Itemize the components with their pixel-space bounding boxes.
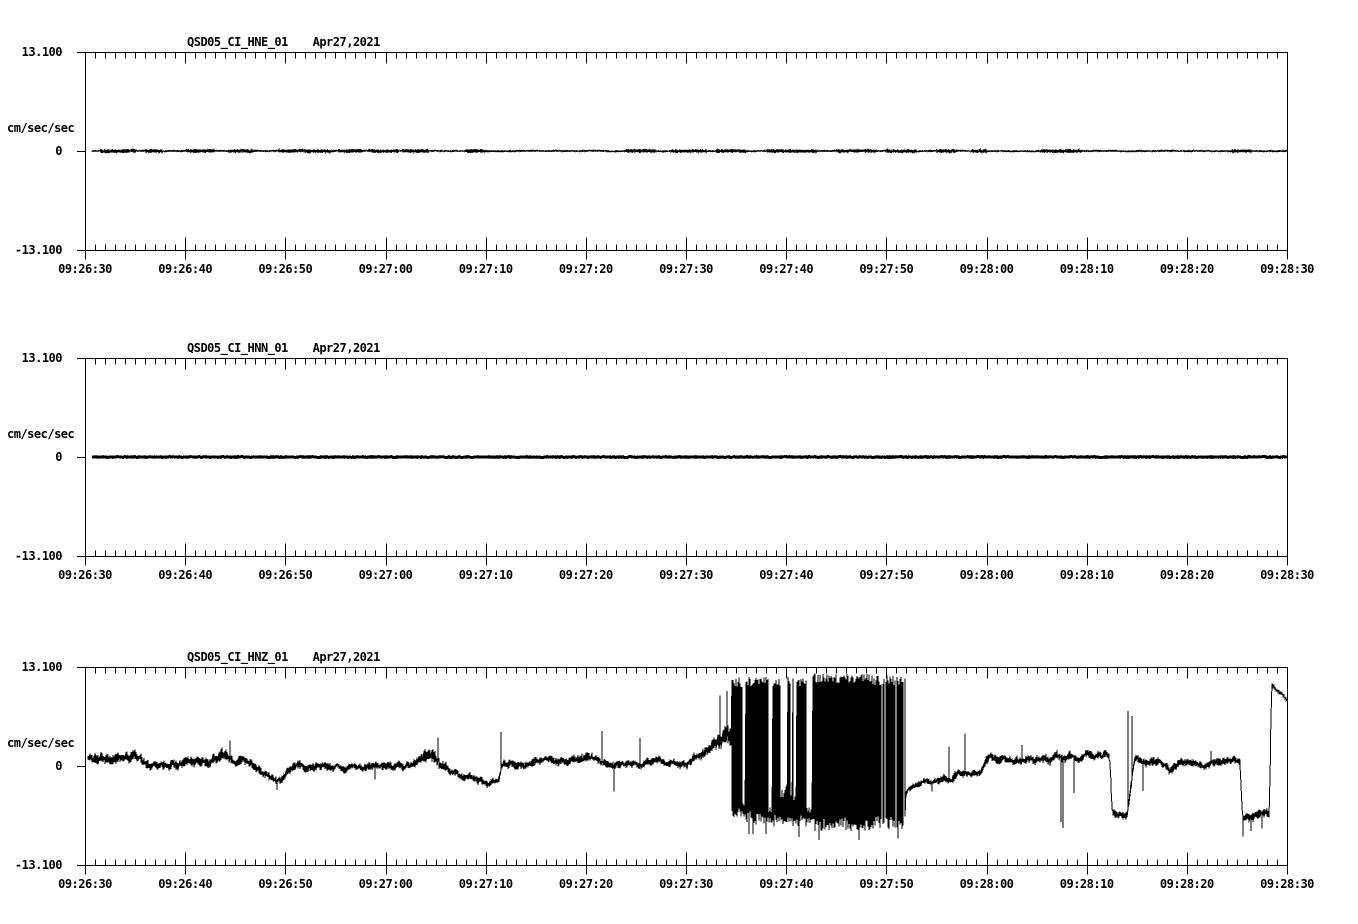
x-tick-label: 09:28:30 bbox=[1260, 262, 1314, 276]
x-tick-label: 09:26:40 bbox=[158, 262, 213, 276]
panel-title bbox=[187, 35, 380, 49]
y-unit-label: cm/sec/sec bbox=[7, 427, 75, 441]
panel-hnn bbox=[0, 306, 1358, 606]
x-tick-label: 09:28:00 bbox=[959, 262, 1014, 276]
x-tick-label: 09:28:00 bbox=[959, 877, 1014, 891]
x-tick-label: 09:27:50 bbox=[859, 262, 914, 276]
panel-hne bbox=[0, 0, 1358, 300]
x-tick-label: 09:26:30 bbox=[58, 568, 112, 582]
x-tick-label: 09:28:20 bbox=[1159, 877, 1214, 891]
date-label: Apr27,2021 bbox=[312, 341, 380, 355]
x-axis-labels bbox=[0, 568, 1358, 584]
x-tick-label: 09:27:10 bbox=[458, 262, 513, 276]
x-axis-labels bbox=[0, 877, 1358, 893]
x-tick-label: 09:27:40 bbox=[759, 262, 814, 276]
x-tick-label: 09:27:50 bbox=[859, 568, 914, 582]
x-tick-label: 09:28:30 bbox=[1260, 877, 1314, 891]
x-tick-label: 09:27:00 bbox=[358, 262, 413, 276]
x-tick-label: 09:28:20 bbox=[1159, 262, 1214, 276]
x-tick-label: 09:28:20 bbox=[1159, 568, 1214, 582]
x-tick-label: 09:28:10 bbox=[1059, 877, 1114, 891]
date-label: Apr27,2021 bbox=[312, 35, 380, 49]
x-tick-label: 09:26:50 bbox=[258, 262, 313, 276]
panel-title bbox=[187, 650, 380, 664]
x-tick-label: 09:26:30 bbox=[58, 877, 112, 891]
x-tick-label: 09:27:10 bbox=[458, 568, 513, 582]
date-label: Apr27,2021 bbox=[312, 650, 380, 664]
x-tick-label: 09:27:50 bbox=[859, 877, 914, 891]
x-tick-label: 09:26:50 bbox=[258, 568, 313, 582]
x-axis-labels bbox=[0, 262, 1358, 278]
y-unit-label: cm/sec/sec bbox=[7, 736, 75, 750]
x-tick-label: 09:27:20 bbox=[558, 262, 613, 276]
x-tick-label: 09:26:40 bbox=[158, 877, 213, 891]
y-min-label: -13.100 bbox=[14, 549, 62, 563]
station-channel-label: QSD05_CI_HNE_01 bbox=[187, 35, 288, 49]
x-tick-label: 09:28:30 bbox=[1260, 568, 1314, 582]
y-min-label: -13.100 bbox=[14, 858, 62, 872]
y-zero-label: 0 bbox=[55, 759, 62, 773]
x-tick-label: 09:27:00 bbox=[358, 568, 413, 582]
y-min-label: -13.100 bbox=[14, 243, 62, 257]
x-tick-label: 09:26:50 bbox=[258, 877, 313, 891]
x-tick-label: 09:27:20 bbox=[558, 877, 613, 891]
y-unit-label: cm/sec/sec bbox=[7, 121, 75, 135]
y-max-label: 13.100 bbox=[21, 45, 62, 59]
panel-hnz bbox=[0, 615, 1358, 924]
x-tick-label: 09:27:30 bbox=[659, 877, 713, 891]
x-tick-label: 09:27:20 bbox=[558, 568, 613, 582]
x-tick-label: 09:28:00 bbox=[959, 568, 1014, 582]
x-tick-label: 09:28:10 bbox=[1059, 262, 1114, 276]
x-tick-label: 09:27:40 bbox=[759, 568, 814, 582]
y-max-label: 13.100 bbox=[21, 660, 62, 674]
x-tick-label: 09:26:30 bbox=[58, 262, 112, 276]
x-tick-label: 09:27:30 bbox=[659, 262, 713, 276]
x-tick-label: 09:28:10 bbox=[1059, 568, 1114, 582]
x-tick-label: 09:27:00 bbox=[358, 877, 413, 891]
x-tick-label: 09:27:30 bbox=[659, 568, 713, 582]
x-tick-label: 09:27:40 bbox=[759, 877, 814, 891]
x-tick-label: 09:26:40 bbox=[158, 568, 213, 582]
y-zero-label: 0 bbox=[55, 450, 62, 464]
y-max-label: 13.100 bbox=[21, 351, 62, 365]
x-tick-label: 09:27:10 bbox=[458, 877, 513, 891]
station-channel-label: QSD05_CI_HNN_01 bbox=[187, 341, 288, 355]
y-zero-label: 0 bbox=[55, 144, 62, 158]
panel-title bbox=[187, 341, 380, 355]
station-channel-label: QSD05_CI_HNZ_01 bbox=[187, 650, 288, 664]
